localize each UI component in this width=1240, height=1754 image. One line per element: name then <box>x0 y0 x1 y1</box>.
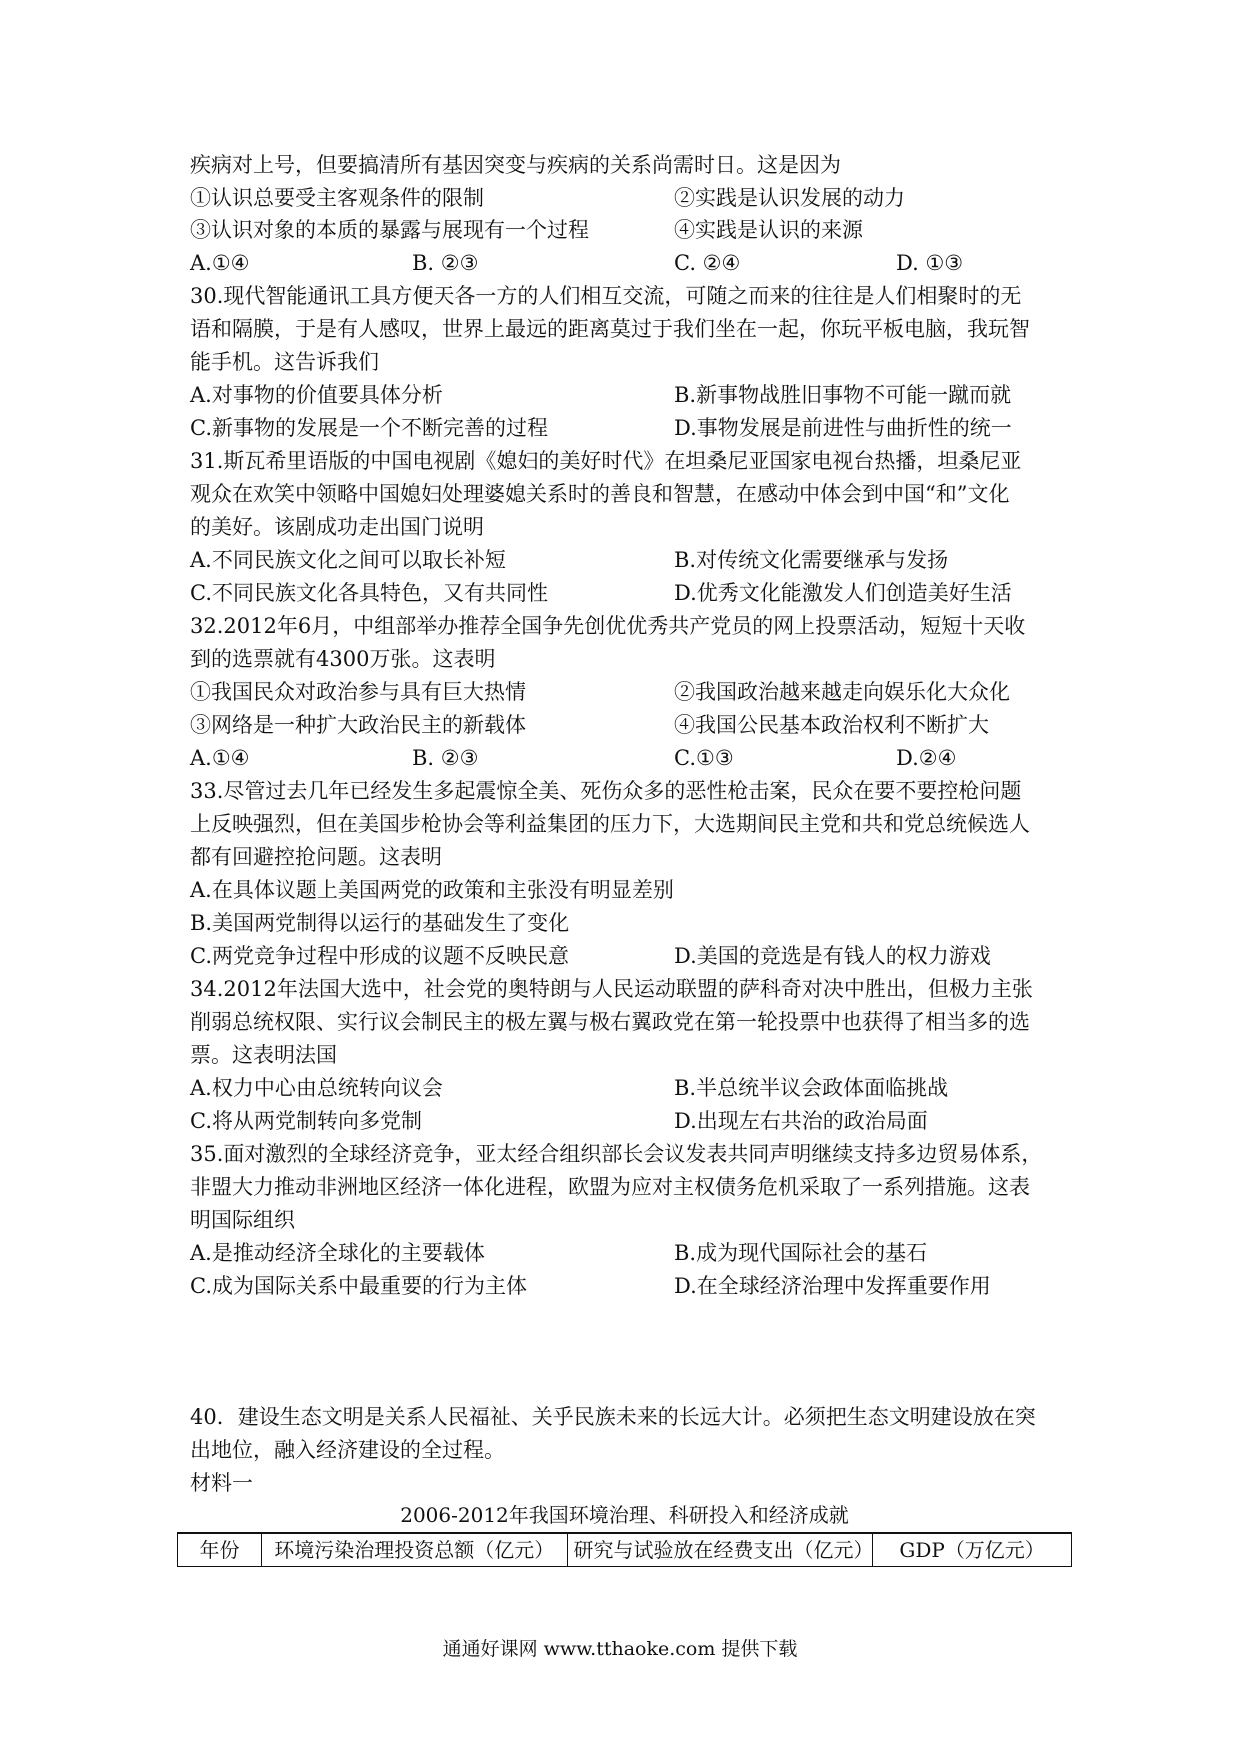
q32-statement-1: ①我国民众对政治参与具有巨大热情 <box>190 680 526 704</box>
q30-options-row-2 <box>190 413 1070 443</box>
q32-option-d: D.②④ <box>896 746 957 770</box>
q35-option-a: A.是推动经济全球化的主要载体 <box>190 1241 485 1265</box>
q31-options-row-2 <box>190 578 1070 608</box>
header-pollution-investment: 环境污染治理投资总额（亿元） <box>261 1533 567 1567</box>
q29-statements-row-2 <box>190 215 1070 245</box>
q33-stem-line-2: 上反映强烈，但在美国步枪协会等利益集团的压力下，大选期间民主党和共和党总统候选人 <box>190 812 1030 836</box>
q30-option-d: D.事物发展是前进性与曲折性的统一 <box>674 416 1012 440</box>
q32-statements-row-2 <box>190 710 1070 740</box>
q29-statement-3: ③认识对象的本质的暴露与展现有一个过程 <box>190 218 589 242</box>
q29-option-a: A.①④ <box>190 251 250 275</box>
table-header-row <box>178 1533 1072 1567</box>
q32-statement-4: ④我国公民基本政治权利不断扩大 <box>674 713 989 737</box>
q34-stem-line-2: 削弱总统权限、实行议会制民主的极左翼与极右翼政党在第一轮投票中也获得了相当多的选 <box>190 1010 1030 1034</box>
q34-options-row-1 <box>190 1073 1070 1103</box>
q33-options-row-3 <box>190 941 1070 971</box>
q29-option-b: B. ②③ <box>412 251 479 275</box>
q29-options <box>190 248 1070 278</box>
q40-stem-line-2: 出地位，融入经济建设的全过程。 <box>190 1438 505 1462</box>
q30-stem-line-2: 语和隔膜，于是有人感叹，世界上最远的距离莫过于我们坐在一起，你玩平板电脑，我玩智 <box>190 317 1030 341</box>
q32-option-a: A.①④ <box>190 746 250 770</box>
q35-option-d: D.在全球经济治理中发挥重要作用 <box>674 1274 991 1298</box>
q30-option-c: C.新事物的发展是一个不断完善的过程 <box>190 416 548 440</box>
q29-stem-tail: 疾病对上号，但要搞清所有基因突变与疾病的关系尚需时日。这是因为 <box>190 153 841 177</box>
header-year: 年份 <box>178 1533 262 1567</box>
q32-statement-2: ②我国政治越来越走向娱乐化大众化 <box>674 680 1010 704</box>
q34-options-row-2 <box>190 1106 1070 1136</box>
q31-stem-line-3: 的美好。该剧成功走出国门说明 <box>190 515 484 539</box>
q31-option-a: A.不同民族文化之间可以取长补短 <box>190 548 506 572</box>
q30-option-b: B.新事物战胜旧事物不可能一蹴而就 <box>674 383 1012 407</box>
q40-stem-line-1: 40．建设生态文明是关系人民福祉、关乎民族未来的长远大计。必须把生态文明建设放在突 <box>190 1405 1036 1429</box>
q30-options-row-1 <box>190 380 1070 410</box>
q35-options-row-1 <box>190 1238 1070 1268</box>
q34-option-a: A.权力中心由总统转向议会 <box>190 1076 443 1100</box>
q30-option-a: A.对事物的价值要具体分析 <box>190 383 443 407</box>
q32-option-c: C.①③ <box>674 746 734 770</box>
q34-option-b: B.半总统半议会政体面临挑战 <box>674 1076 949 1100</box>
data-table <box>177 1532 1072 1567</box>
q29-statement-1: ①认识总要受主客观条件的限制 <box>190 186 484 210</box>
page-footer: 通通好课网 www.tthaoke.com 提供下载 <box>442 1638 798 1660</box>
q31-stem-line-2: 观众在欢笑中领略中国媳妇处理婆媳关系时的善良和智慧，在感动中体会到中国“和”文化 <box>190 482 1010 506</box>
q35-option-c: C.成为国际关系中最重要的行为主体 <box>190 1274 527 1298</box>
q33-option-a: A.在具体议题上美国两党的政策和主张没有明显差别 <box>190 878 674 902</box>
header-gdp: GDP（万亿元） <box>873 1533 1072 1567</box>
q31-option-b: B.对传统文化需要继承与发扬 <box>674 548 949 572</box>
q31-option-c: C.不同民族文化各具特色，又有共同性 <box>190 581 548 605</box>
q33-option-c: C.两党竞争过程中形成的议题不反映民意 <box>190 944 569 968</box>
q29-statement-4: ④实践是认识的来源 <box>674 218 863 242</box>
q33-stem-line-1: 33.尽管过去几年已经发生多起震惊全美、死伤众多的恶性枪击案，民众在要不要控枪问题 <box>190 779 1022 803</box>
q32-stem-line-1: 32.2012年6月，中组部举办推荐全国争先创优优秀共产党员的网上投票活动，短短十天收 <box>190 614 1026 638</box>
q34-stem-line-3: 票。这表明法国 <box>190 1043 337 1067</box>
table-caption: 2006-2012年我国环境治理、科研投入和经济成就 <box>400 1503 849 1527</box>
q35-stem-line-3: 明国际组织 <box>190 1208 295 1232</box>
q29-option-c: C. ②④ <box>674 251 741 275</box>
q35-stem-line-2: 非盟大力推动非洲地区经济一体化进程，欧盟为应对主权债务危机采取了一系列措施。这表 <box>190 1175 1030 1199</box>
q32-statements-row-1 <box>190 677 1070 707</box>
q34-option-c: C.将从两党制转向多党制 <box>190 1109 422 1133</box>
q29-statement-2: ②实践是认识发展的动力 <box>674 186 905 210</box>
q30-stem-line-3: 能手机。这告诉我们 <box>190 350 379 374</box>
q31-options-row-1 <box>190 545 1070 575</box>
q31-stem-line-1: 31.斯瓦希里语版的中国电视剧《媳妇的美好时代》在坦桑尼亚国家电视台热播，坦桑尼亚 <box>190 449 1022 473</box>
q35-options-row-2 <box>190 1271 1070 1301</box>
q34-option-d: D.出现左右共治的政治局面 <box>674 1109 928 1133</box>
q34-stem-line-1: 34.2012年法国大选中，社会党的奥特朗与人民运动联盟的萨科奇对决中胜出，但极力主张 <box>190 977 1033 1001</box>
q32-statement-3: ③网络是一种扩大政治民主的新载体 <box>190 713 526 737</box>
q32-stem-line-2: 到的选票就有4300万张。这表明 <box>190 647 496 671</box>
q33-option-b: B.美国两党制得以运行的基础发生了变化 <box>190 911 570 935</box>
q33-option-d: D.美国的竞选是有钱人的权力游戏 <box>674 944 991 968</box>
q32-option-b: B. ②③ <box>412 746 479 770</box>
q29-statements-row-1 <box>190 183 1070 213</box>
q40-material-label: 材料一 <box>190 1471 253 1495</box>
q30-stem-line-1: 30.现代智能通讯工具方便天各一方的人们相互交流，可随之而来的往往是人们相聚时的无 <box>190 284 1022 308</box>
q33-stem-line-3: 都有回避控抢问题。这表明 <box>190 845 442 869</box>
q29-option-d: D. ①③ <box>896 251 964 275</box>
q35-option-b: B.成为现代国际社会的基石 <box>674 1241 928 1265</box>
q31-option-d: D.优秀文化能激发人们创造美好生活 <box>674 581 1012 605</box>
header-rd-expenditure: 研究与试验放在经费支出（亿元） <box>567 1533 873 1567</box>
q35-stem-line-1: 35.面对激烈的全球经济竞争，亚太经合组织部长会议发表共同声明继续支持多边贸易体系， <box>190 1142 1043 1166</box>
q32-options <box>190 743 1070 773</box>
